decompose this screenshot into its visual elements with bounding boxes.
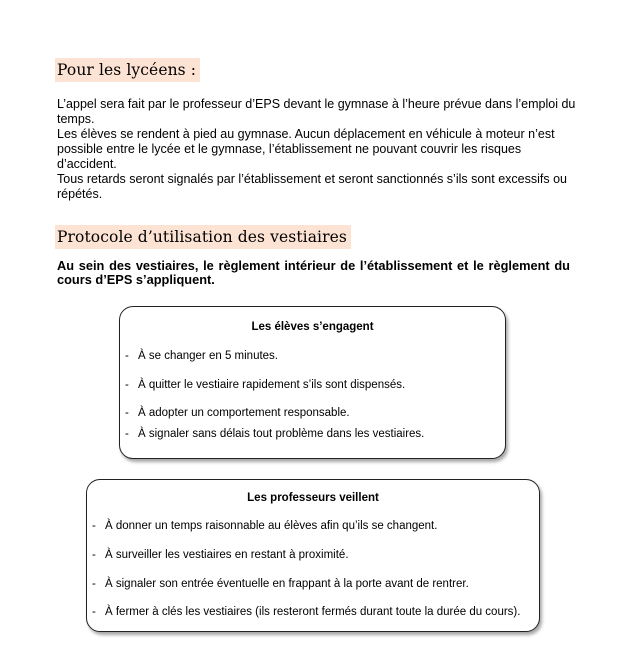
list-item-text: À se changer en 5 minutes. bbox=[138, 350, 278, 362]
list-item-text: À surveiller les vestiaires en restant à proximité. bbox=[105, 549, 349, 561]
list-item-text: À donner un temps raisonnable au élèves afin qu’ils se changent. bbox=[105, 520, 438, 532]
list-item-text: À quitter le vestiaire rapidement s’ils sont dispensés. bbox=[138, 379, 406, 391]
list-item-text: À fermer à clés les vestiaires (ils resteront fermés durant toute la durée du cours). bbox=[105, 606, 521, 618]
students-box-title: Les élèves s’engagent bbox=[251, 321, 374, 333]
paragraph-appel: L’appel sera fait par le professeur d’EPS devant le gymnase à l’heure prévue dans l’emploi du temps. bbox=[57, 97, 576, 126]
list-item-text: À signaler son entrée éventuelle en frappant à la porte avant de rentrer. bbox=[105, 578, 469, 590]
bullet-dash: - bbox=[125, 428, 129, 440]
list-item-text: À signaler sans délais tout problème dans les vestiaires. bbox=[138, 428, 425, 440]
section-title-lyceens: Pour les lycéens : bbox=[55, 58, 200, 82]
paragraph-retards: Tous retards seront signalés par l’établissement et seront sanctionnés s’ils sont excessifs ou répétés. bbox=[57, 172, 567, 201]
bullet-dash: - bbox=[125, 379, 129, 391]
bullet-dash: - bbox=[125, 350, 129, 362]
bullet-dash: - bbox=[92, 520, 96, 532]
bullet-dash: - bbox=[92, 606, 96, 618]
list-item-text: À adopter un comportement responsable. bbox=[138, 407, 350, 419]
vestiaires-rule-text: Au sein des vestiaires, le règlement intérieur de l’établissement et le règlement du cours d’EPS s’appliquent. bbox=[57, 258, 570, 287]
bullet-dash: - bbox=[92, 578, 96, 590]
teachers-duties-box bbox=[86, 479, 540, 632]
bullet-dash: - bbox=[125, 407, 129, 419]
teachers-box-title: Les professeurs veillent bbox=[247, 492, 379, 504]
lyceens-paragraphs bbox=[57, 97, 577, 202]
section-title-vestiaires: Protocole d’utilisation des vestiaires bbox=[55, 225, 351, 249]
bullet-dash: - bbox=[92, 549, 96, 561]
paragraph-deplacement: Les élèves se rendent à pied au gymnase. Aucun déplacement en véhicule à moteur n’est possible entre le lycée et le gymnase, l’établissement ne pouvant couvrir les risques d’accident. bbox=[57, 127, 555, 171]
students-commitments-box bbox=[119, 306, 506, 459]
